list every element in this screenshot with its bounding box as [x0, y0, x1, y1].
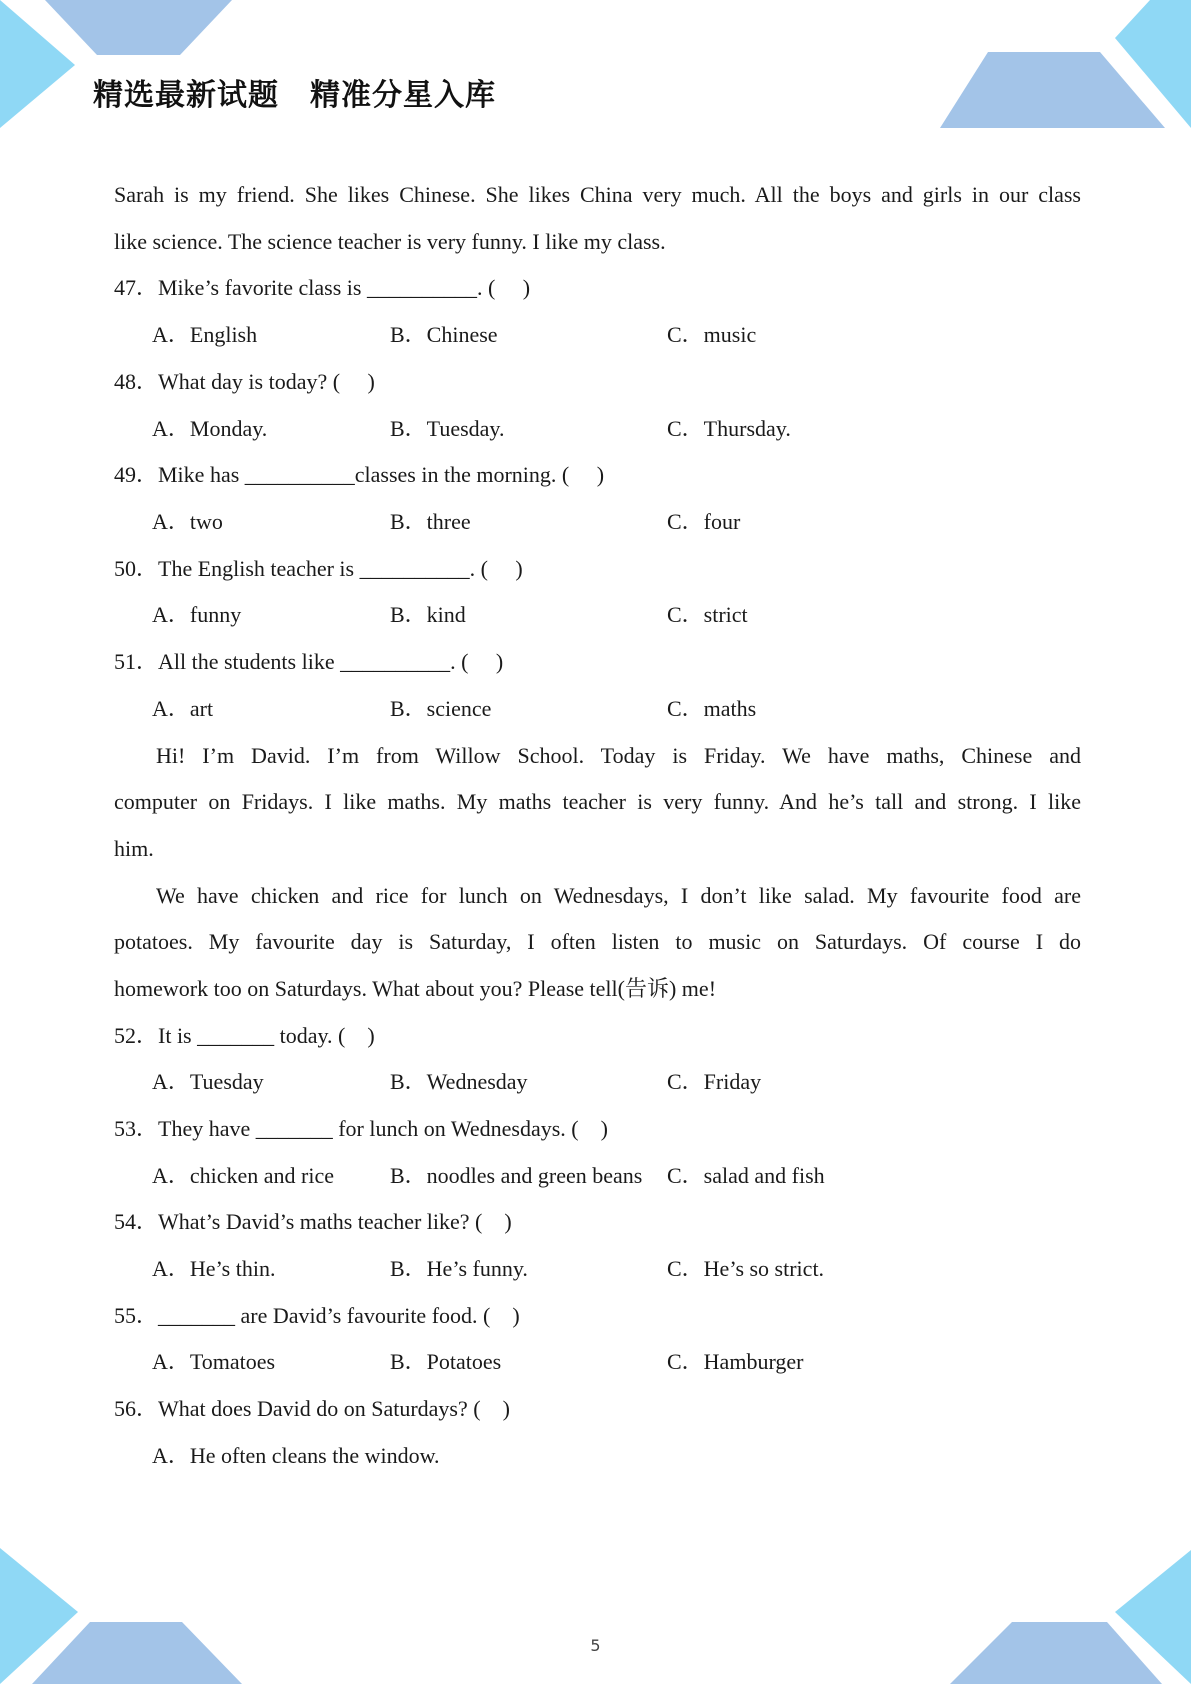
option-c: C．music [667, 322, 757, 347]
page-number: 5 [590, 1636, 601, 1655]
option-b: B．Potatoes [390, 1349, 502, 1374]
passage-line-1: Hi! I’m David. I’m from Willow School. Today is Friday. We have maths, Chinese and [156, 743, 1081, 768]
option-b: B．three [390, 509, 471, 534]
passage-line-2: computer on Fridays. I like maths. My maths teacher is very funny. And he’s tall and strong. I like [114, 789, 1081, 814]
passage-line-6: homework too on Saturdays. What about you? Please tell(告诉) me! [114, 976, 717, 1001]
question-52: 52．It is _______ today. ( ) [114, 1023, 375, 1048]
option-b: B．kind [390, 602, 466, 627]
option-c: C．strict [667, 602, 748, 627]
option-a: A．He’s thin. [152, 1256, 276, 1281]
option-a: A．Tomatoes [152, 1349, 276, 1374]
option-a: A．English [152, 322, 258, 347]
option-c: C．Thursday. [667, 416, 791, 441]
option-c: C．Hamburger [667, 1349, 804, 1374]
passage-line-5: potatoes. My favourite day is Saturday, I often listen to music on Saturdays. Of course I do [114, 929, 1081, 954]
question-54: 54．What’s David’s maths teacher like? ( ) [114, 1209, 512, 1234]
option-a: A．two [152, 509, 223, 534]
option-b: B．He’s funny. [390, 1256, 528, 1281]
option-a: A．chicken and rice [152, 1163, 335, 1188]
option-b: B．noodles and green beans [390, 1163, 643, 1188]
header-title: 精选最新试题 精准分星入库 [93, 78, 496, 113]
option-c: C．salad and fish [667, 1163, 825, 1188]
intro-line-2: like science. The science teacher is very funny. I like my class. [114, 229, 666, 254]
question-50: 50．The English teacher is __________. ( ) [114, 556, 523, 581]
intro-line-1: Sarah is my friend. She likes Chinese. She likes China very much. All the boys and girls in our class [114, 182, 1081, 207]
option-c: C．He’s so strict. [667, 1256, 825, 1281]
question-55: 55．_______ are David’s favourite food. ( ) [114, 1303, 520, 1328]
option-c: C．maths [667, 696, 757, 721]
passage-line-3: him. [114, 836, 154, 861]
option-a: A．art [152, 696, 214, 721]
option-b: B．Chinese [390, 322, 498, 347]
option-c: C．four [667, 509, 741, 534]
top-right-trapezoid [940, 52, 1165, 128]
option-c: C．Friday [667, 1069, 762, 1094]
passage-line-4: We have chicken and rice for lunch on Wednesdays, I don’t like salad. My favourite food are [156, 883, 1081, 908]
question-53: 53．They have _______ for lunch on Wednesdays. ( ) [114, 1116, 608, 1141]
option-b: B．science [390, 696, 492, 721]
question-51: 51．All the students like __________. ( ) [114, 649, 504, 674]
top-left-trapezoid [45, 0, 232, 55]
option-a: A．Monday. [152, 416, 268, 441]
question-47: 47．Mike’s favorite class is __________. ( ) [114, 275, 531, 300]
option-a: A．He often cleans the window. [152, 1443, 440, 1468]
question-49: 49．Mike has __________classes in the morning. ( ) [114, 462, 605, 487]
question-48: 48．What day is today? ( ) [114, 369, 375, 394]
question-56: 56．What does David do on Saturdays? ( ) [114, 1396, 510, 1421]
option-a: A．Tuesday [152, 1069, 264, 1094]
option-a: A．funny [152, 602, 242, 627]
option-b: B．Tuesday. [390, 416, 505, 441]
option-b: B．Wednesday [390, 1069, 528, 1094]
